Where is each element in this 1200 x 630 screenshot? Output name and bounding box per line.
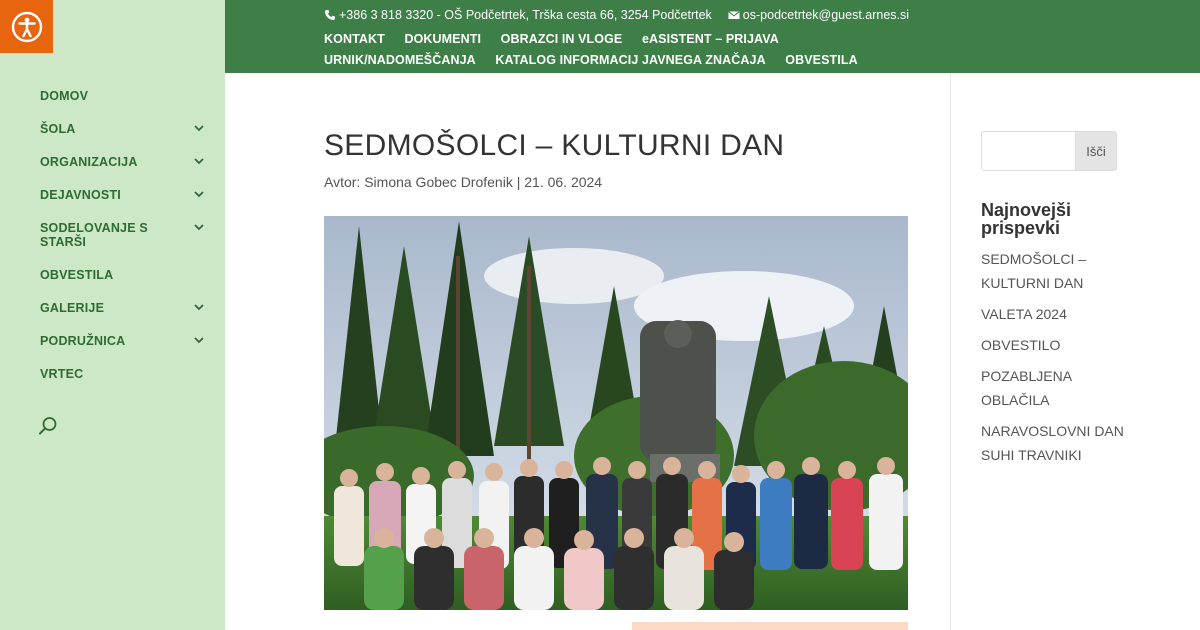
chevron-down-icon[interactable]	[193, 333, 205, 347]
nav-item-label: DEJAVNOSTI	[40, 188, 121, 202]
top-link-katalog[interactable]: KATALOG INFORMACIJ JAVNEGA ZNAČAJA	[495, 53, 766, 67]
post-meta: Avtor: Simona Gobec Drofenik | 21. 06. 2024	[324, 174, 603, 190]
recent-post-link[interactable]: NARAVOSLOVNI DAN SUHI TRAVNIKI	[981, 423, 1124, 463]
top-link-urnik[interactable]: URNIK/NADOMEŠČANJA	[324, 53, 476, 67]
sidebar-divider	[950, 73, 951, 630]
chevron-down-icon[interactable]	[193, 300, 205, 314]
nav-item-dejavnosti[interactable]	[40, 187, 205, 220]
nav-item-domov[interactable]	[40, 88, 205, 121]
nav-item-label: DOMOV	[40, 89, 89, 103]
top-link-easistent[interactable]: eASISTENT – PRIJAVA	[641, 32, 779, 46]
left-sidebar	[0, 0, 225, 630]
chevron-down-icon[interactable]	[193, 220, 205, 234]
nav-item-podruznica[interactable]	[40, 333, 205, 366]
top-link-dokumenti[interactable]: DOKUMENTI	[404, 32, 482, 46]
top-link-obvestila[interactable]: OBVESTILA	[785, 53, 858, 67]
top-link-obrazci[interactable]: OBRAZCI IN VLOGE	[500, 32, 623, 46]
phone-address-text: +386 3 818 3320 - OŠ Podčetrtek, Trška cesta 66, 3254 Podčetrtek	[339, 8, 712, 22]
nav-item-label: VRTEC	[40, 367, 84, 381]
mail-icon	[728, 9, 740, 21]
chevron-down-icon[interactable]	[193, 154, 205, 168]
search-widget	[981, 131, 1117, 171]
top-navigation	[324, 29, 944, 71]
phone-icon	[324, 9, 336, 21]
nav-item-obvestila[interactable]	[40, 267, 205, 300]
recent-post-link[interactable]: POZABLJENA OBLAČILA	[981, 368, 1072, 408]
search-icon[interactable]	[38, 416, 58, 436]
accessibility-icon	[10, 10, 44, 44]
recent-posts-title: Najnovejši prispevki	[981, 200, 1072, 238]
accessibility-button[interactable]	[0, 0, 53, 53]
recent-post-link[interactable]: SEDMOŠOLCI – KULTURNI DAN	[981, 251, 1087, 291]
chevron-down-icon[interactable]	[193, 187, 205, 201]
chevron-down-icon[interactable]	[193, 121, 205, 135]
top-link-kontakt[interactable]: KONTAKT	[324, 32, 385, 46]
main-navigation	[40, 88, 205, 399]
recent-post-link[interactable]: VALETA 2024	[981, 306, 1067, 322]
nav-item-sola[interactable]	[40, 121, 205, 154]
callout-box	[632, 622, 908, 630]
search-input[interactable]	[981, 131, 1075, 171]
email-link[interactable]	[728, 8, 909, 22]
nav-item-organizacija[interactable]	[40, 154, 205, 187]
contact-info	[324, 8, 909, 22]
recent-post-link[interactable]: OBVESTILO	[981, 337, 1061, 353]
group-photo-icon	[324, 216, 908, 610]
nav-item-label: PODRUŽNICA	[40, 334, 126, 348]
nav-item-label: GALERIJE	[40, 301, 105, 315]
email-text: os-podcetrtek@guest.arnes.si	[742, 8, 910, 22]
post-featured-image[interactable]	[324, 216, 908, 610]
top-header	[225, 0, 1200, 73]
nav-item-label: SODELOVANJE S STARŠI	[40, 221, 148, 249]
recent-posts-list	[981, 247, 1131, 474]
nav-item-vrtec[interactable]	[40, 366, 205, 399]
post-title: SEDMOŠOLCI – KULTURNI DAN	[324, 129, 785, 162]
nav-item-label: ORGANIZACIJA	[40, 155, 138, 169]
nav-item-label: ŠOLA	[40, 122, 76, 136]
search-button[interactable]: Išči	[1075, 131, 1117, 171]
nav-item-sodelovanje[interactable]	[40, 220, 205, 267]
nav-item-label: OBVESTILA	[40, 268, 114, 282]
nav-item-galerije[interactable]	[40, 300, 205, 333]
